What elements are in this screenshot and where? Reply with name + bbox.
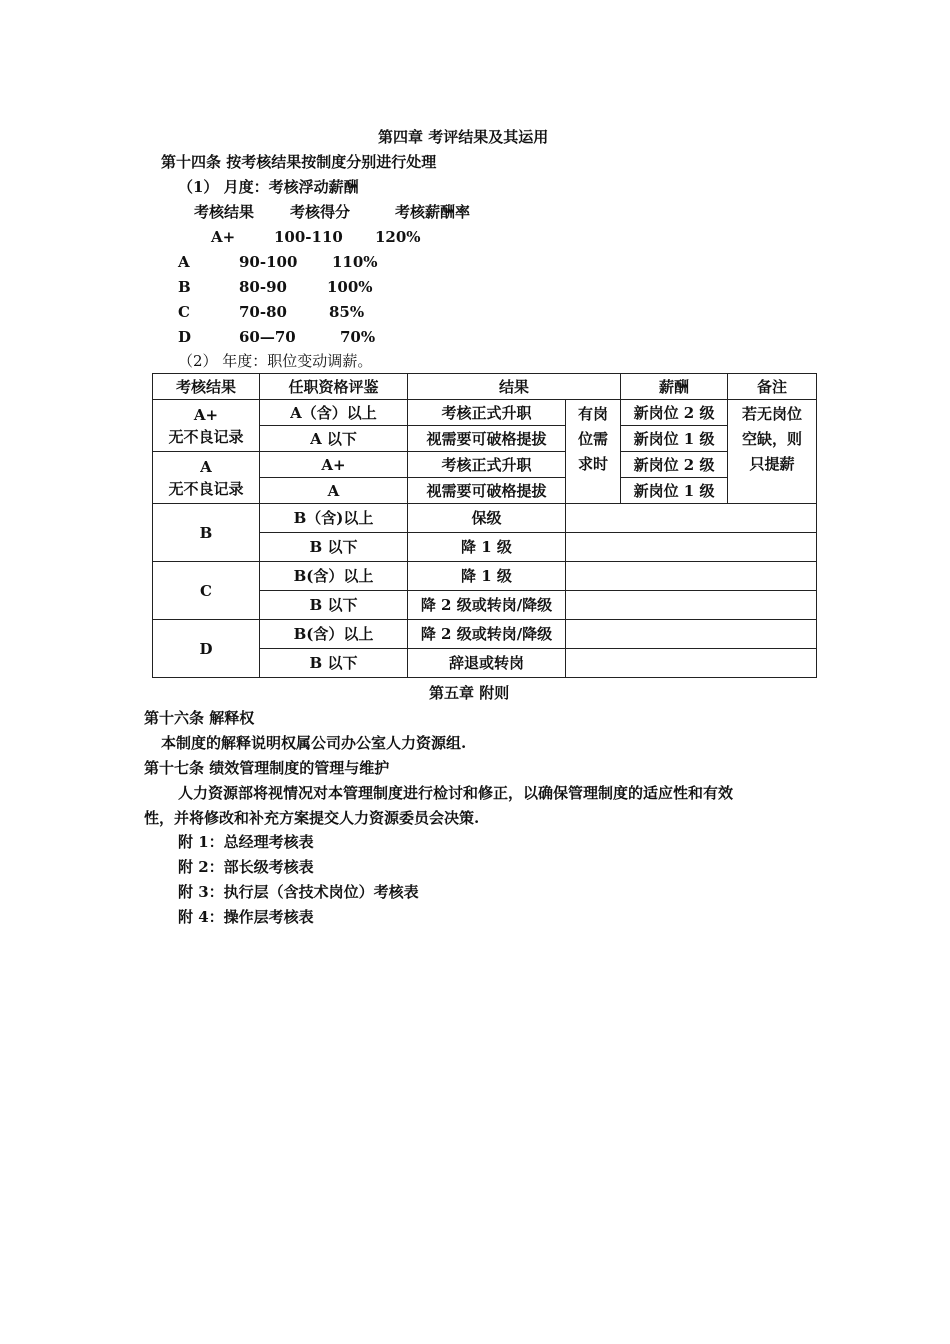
grade-sublabel: 无不良记录 xyxy=(168,427,244,446)
empty-cell xyxy=(566,649,817,678)
grade-cell: C xyxy=(153,562,260,620)
note-cell xyxy=(728,400,817,504)
result-cell: 降 1 级 xyxy=(408,562,566,591)
annual-adjustment-table xyxy=(152,373,817,678)
monthly-row-grade: B xyxy=(178,278,191,296)
monthly-header-score: 考核得分 xyxy=(290,203,351,221)
result-cell: 考核正式升职 xyxy=(408,452,566,478)
header-cell: 考核结果 xyxy=(153,374,260,400)
salary-cell: 新岗位 1 级 xyxy=(621,426,728,452)
appendix-item: 附 4：操作层考核表 xyxy=(178,908,314,926)
empty-cell xyxy=(566,591,817,620)
result-cell: 视需要可破格提拔 xyxy=(408,478,566,504)
result-cell: 视需要可破格提拔 xyxy=(408,426,566,452)
appendix-item: 附 1：总经理考核表 xyxy=(178,833,314,851)
annual-heading: （2） 年度：职位变动调薪。 xyxy=(178,352,373,370)
article17-body-line1: 人力资源部将视情况对本管理制度进行检讨和修正，以确保管理制度的适应性和有效 xyxy=(178,784,734,802)
article14-title: 第十四条 按考核结果按制度分别进行处理 xyxy=(161,153,437,171)
result-cell: 考核正式升职 xyxy=(408,400,566,426)
qualification-cell: B 以下 xyxy=(260,591,408,620)
monthly-header-rate: 考核薪酬率 xyxy=(395,203,471,221)
monthly-row-rate: 120% xyxy=(375,228,421,246)
article16-title: 第十六条 解释权 xyxy=(144,709,255,727)
header-cell: 结果 xyxy=(408,374,621,400)
grade-cell: D xyxy=(153,620,260,678)
monthly-row-score: 90-100 xyxy=(239,253,298,271)
monthly-row-rate: 85% xyxy=(329,303,365,321)
header-cell: 备注 xyxy=(728,374,817,400)
condition-line: 求时 xyxy=(578,455,609,473)
condition-line: 有岗 xyxy=(578,405,609,423)
salary-cell: 新岗位 1 级 xyxy=(621,478,728,504)
qualification-cell: A+ xyxy=(260,452,408,478)
result-cell: 降 2 级或转岗/降级 xyxy=(408,591,566,620)
monthly-heading: （1） 月度：考核浮动薪酬 xyxy=(178,178,359,196)
qualification-cell: A xyxy=(260,478,408,504)
qualification-cell: B(含）以上 xyxy=(260,562,408,591)
monthly-header-result: 考核结果 xyxy=(194,203,255,221)
monthly-row-grade: A xyxy=(178,253,190,271)
empty-cell xyxy=(566,533,817,562)
grade-label: A xyxy=(200,457,212,476)
article17-body-line2: 性，并将修改和补充方案提交人力资源委员会决策. xyxy=(144,809,480,827)
qualification-cell: B(含）以上 xyxy=(260,620,408,649)
result-cell: 保级 xyxy=(408,504,566,533)
monthly-row-rate: 110% xyxy=(332,253,378,271)
grade-cell xyxy=(153,452,260,504)
appendix-item: 附 3：执行层（含技术岗位）考核表 xyxy=(178,883,419,901)
note-line: 空缺，则 xyxy=(742,430,803,448)
condition-line: 位需 xyxy=(578,430,609,448)
article17-title: 第十七条 绩效管理制度的管理与维护 xyxy=(144,759,390,777)
monthly-row-grade: A+ xyxy=(211,228,236,246)
monthly-row-score: 70-80 xyxy=(239,303,287,321)
grade-cell xyxy=(153,400,260,452)
grade-label: A+ xyxy=(193,405,219,424)
article16-body: 本制度的解释说明权属公司办公室人力资源组. xyxy=(161,734,467,752)
salary-cell: 新岗位 2 级 xyxy=(621,400,728,426)
note-line: 若无岗位 xyxy=(742,405,803,423)
empty-cell xyxy=(566,504,817,533)
appendix-item: 附 2：部长级考核表 xyxy=(178,858,314,876)
monthly-row-rate: 70% xyxy=(340,328,376,346)
qualification-cell: B 以下 xyxy=(260,649,408,678)
qualification-cell: A 以下 xyxy=(260,426,408,452)
header-cell: 薪酬 xyxy=(621,374,728,400)
empty-cell xyxy=(566,562,817,591)
grade-sublabel: 无不良记录 xyxy=(168,479,244,498)
monthly-row-rate: 100% xyxy=(327,278,373,296)
grade-cell: B xyxy=(153,504,260,562)
monthly-row-score: 100-110 xyxy=(274,228,343,246)
monthly-row-score: 60—70 xyxy=(239,328,296,346)
result-cell: 辞退或转岗 xyxy=(408,649,566,678)
qualification-cell: B（含)以上 xyxy=(260,504,408,533)
qualification-cell: B 以下 xyxy=(260,533,408,562)
chapter5-title: 第五章 附则 xyxy=(429,684,510,702)
empty-cell xyxy=(566,620,817,649)
monthly-row-grade: D xyxy=(178,328,192,346)
header-cell: 任职资格评鉴 xyxy=(260,374,408,400)
result-cell: 降 2 级或转岗/降级 xyxy=(408,620,566,649)
qualification-cell: A（含）以上 xyxy=(260,400,408,426)
condition-cell xyxy=(566,400,621,504)
chapter4-title: 第四章 考评结果及其运用 xyxy=(378,128,549,146)
salary-cell: 新岗位 2 级 xyxy=(621,452,728,478)
result-cell: 降 1 级 xyxy=(408,533,566,562)
note-line: 只提薪 xyxy=(749,455,795,473)
monthly-row-score: 80-90 xyxy=(239,278,287,296)
monthly-row-grade: C xyxy=(178,303,190,321)
